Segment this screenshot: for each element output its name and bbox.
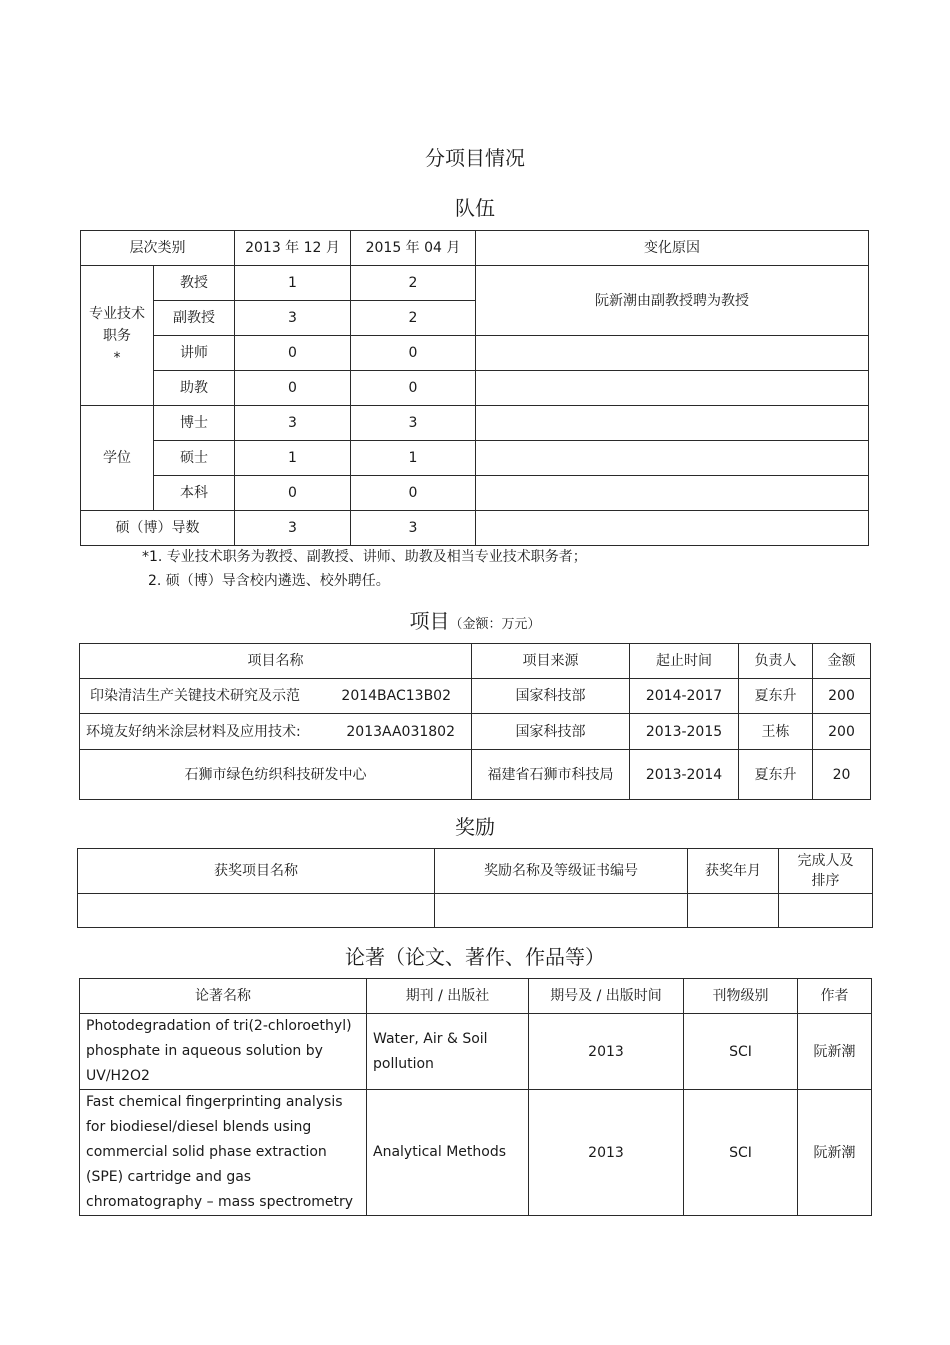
group-prof-title [81,266,154,406]
row-v1: 1 [235,266,351,301]
header-award-name: 奖励名称及等级证书编号 [435,849,688,894]
project-leader: 夏东升 [739,750,813,800]
project-code: 2014BAC13B02 [341,688,451,704]
row-v1: 0 [235,476,351,511]
projects-heading-wrap [0,605,950,634]
pub-issue: 2013 [529,1090,684,1216]
award-cell [779,894,873,928]
awards-table [77,848,873,928]
reason-cell [476,441,869,476]
pub-level: SCI [684,1014,798,1090]
row-label: 副教授 [154,301,235,336]
row-v2: 2 [351,301,476,336]
header-leader: 负责人 [739,644,813,679]
pub-journal-line: pollution [373,1055,434,1072]
header-date1: 2013 年 12 月 [235,231,351,266]
publications-header-row [80,979,872,1014]
header-pub-journal: 期刊 / 出版社 [367,979,529,1014]
pub-title-cell [80,1090,367,1216]
header-pub-author: 作者 [798,979,872,1014]
reason-cell [476,476,869,511]
reason-cell [476,336,869,371]
group-prof-mark: * [113,349,121,366]
project-name: 环境友好纳米涂层材料及应用技术: [86,723,301,740]
table-row [80,1090,872,1216]
header-name: 项目名称 [80,644,472,679]
header-source: 项目来源 [472,644,630,679]
project-period: 2014-2017 [630,679,739,714]
projects-header-row [80,644,871,679]
row-label: 博士 [154,406,235,441]
project-name: 石狮市绿色纺织科技研发中心 [80,750,472,800]
table-row [80,714,871,750]
row-label: 硕士 [154,441,235,476]
pub-title-cell [80,1014,367,1090]
reason-cell: 阮新潮由副教授聘为教授 [476,266,869,336]
row-label: 讲师 [154,336,235,371]
row-label: 教授 [154,266,235,301]
pub-title-line: UV/H2O2 [86,1068,150,1084]
pub-issue: 2013 [529,1014,684,1090]
row-v1: 0 [235,371,351,406]
awards-heading: 奖励 [455,815,495,839]
pub-title-line: for biodiesel/diesel blends using [86,1119,312,1135]
award-cell [78,894,435,928]
publications-table [79,978,872,1216]
row-v1: 3 [235,301,351,336]
project-code: 2013AA031802 [346,723,455,740]
team-table [80,230,869,546]
pub-level: SCI [684,1090,798,1216]
projects-heading: 项目 [409,609,450,633]
row-v2: 0 [351,371,476,406]
pub-title-line: (SPE) cartridge and gas [86,1169,252,1185]
award-cell [688,894,779,928]
team-heading: 队伍 [455,196,495,220]
table-row [81,266,869,301]
pub-author: 阮新潮 [798,1014,872,1090]
table-row [81,511,869,546]
pub-journal-line: Water, Air & Soil [373,1030,488,1047]
reason-cell [476,406,869,441]
header-reason: 变化原因 [476,231,869,266]
team-note-1: *1. 专业技术职务为教授、副教授、讲师、助教及相当专业技术职务者； [142,549,587,565]
table-row [81,476,869,511]
pub-title-line: chromatography – mass spectrometry [86,1194,354,1210]
project-period: 2013-2014 [630,750,739,800]
row-label: 助教 [154,371,235,406]
project-amount: 20 [813,750,871,800]
pub-journal-cell [367,1090,529,1216]
pub-journal-cell [367,1014,529,1090]
header-award-project: 获奖项目名称 [78,849,435,894]
table-row [81,336,869,371]
publications-heading: 论著（论文、著作、作品等） [345,945,605,969]
row-v2: 3 [351,406,476,441]
group-degree-label: 学位 [81,406,154,511]
row-v2: 0 [351,336,476,371]
project-name: 印染清洁生产关键技术研究及示范 [90,688,300,704]
project-leader: 王栋 [739,714,813,750]
row-v1: 0 [235,336,351,371]
table-row [81,371,869,406]
header-date2: 2015 年 04 月 [351,231,476,266]
row-label: 本科 [154,476,235,511]
project-amount: 200 [813,714,871,750]
row-v1: 3 [235,406,351,441]
projects-heading-note: （金额：万元） [449,617,541,632]
project-source: 国家科技部 [472,714,630,750]
header-category: 层次类别 [81,231,235,266]
header-pub-level: 刊物级别 [684,979,798,1014]
reason-cell [476,371,869,406]
table-row [78,894,873,928]
page-title: 分项目情况 [425,146,525,170]
pub-title-line: commercial solid phase extraction [86,1144,327,1160]
supervisors-label: 硕（博）导数 [81,511,235,546]
table-row [81,441,869,476]
project-source: 福建省石狮市科技局 [472,750,630,800]
project-name-cell [80,679,472,714]
header-period: 起止时间 [630,644,739,679]
table-row [80,750,871,800]
team-header-row [81,231,869,266]
header-award-rank: 完成人及排序 [779,849,873,894]
team-note-2: 2. 硕（博）导含校内遴选、校外聘任。 [148,573,390,589]
table-row [81,406,869,441]
supervisors-v2: 3 [351,511,476,546]
project-source: 国家科技部 [472,679,630,714]
pub-title-line: Fast chemical fingerprinting analysis [86,1094,343,1110]
pub-journal-line: Analytical Methods [373,1144,506,1160]
header-pub-issue: 期号及 / 出版时间 [529,979,684,1014]
project-amount: 200 [813,679,871,714]
awards-header-row [78,849,873,894]
row-v2: 0 [351,476,476,511]
table-row [80,1014,872,1090]
supervisors-v1: 3 [235,511,351,546]
reason-cell [476,511,869,546]
project-period: 2013-2015 [630,714,739,750]
award-cell [435,894,688,928]
pub-title-line: phosphate in aqueous solution by [86,1043,323,1059]
pub-title-line: Photodegradation of tri(2-chloroethyl) [86,1018,352,1034]
pub-author: 阮新潮 [798,1090,872,1216]
group-prof-label: 专业技术职务 [89,305,145,344]
header-pub-title: 论著名称 [80,979,367,1014]
project-name-cell [80,714,472,750]
header-amount: 金额 [813,644,871,679]
row-v1: 1 [235,441,351,476]
projects-table [79,643,871,800]
row-v2: 2 [351,266,476,301]
table-row [80,679,871,714]
header-award-year: 获奖年月 [688,849,779,894]
project-leader: 夏东升 [739,679,813,714]
row-v2: 1 [351,441,476,476]
